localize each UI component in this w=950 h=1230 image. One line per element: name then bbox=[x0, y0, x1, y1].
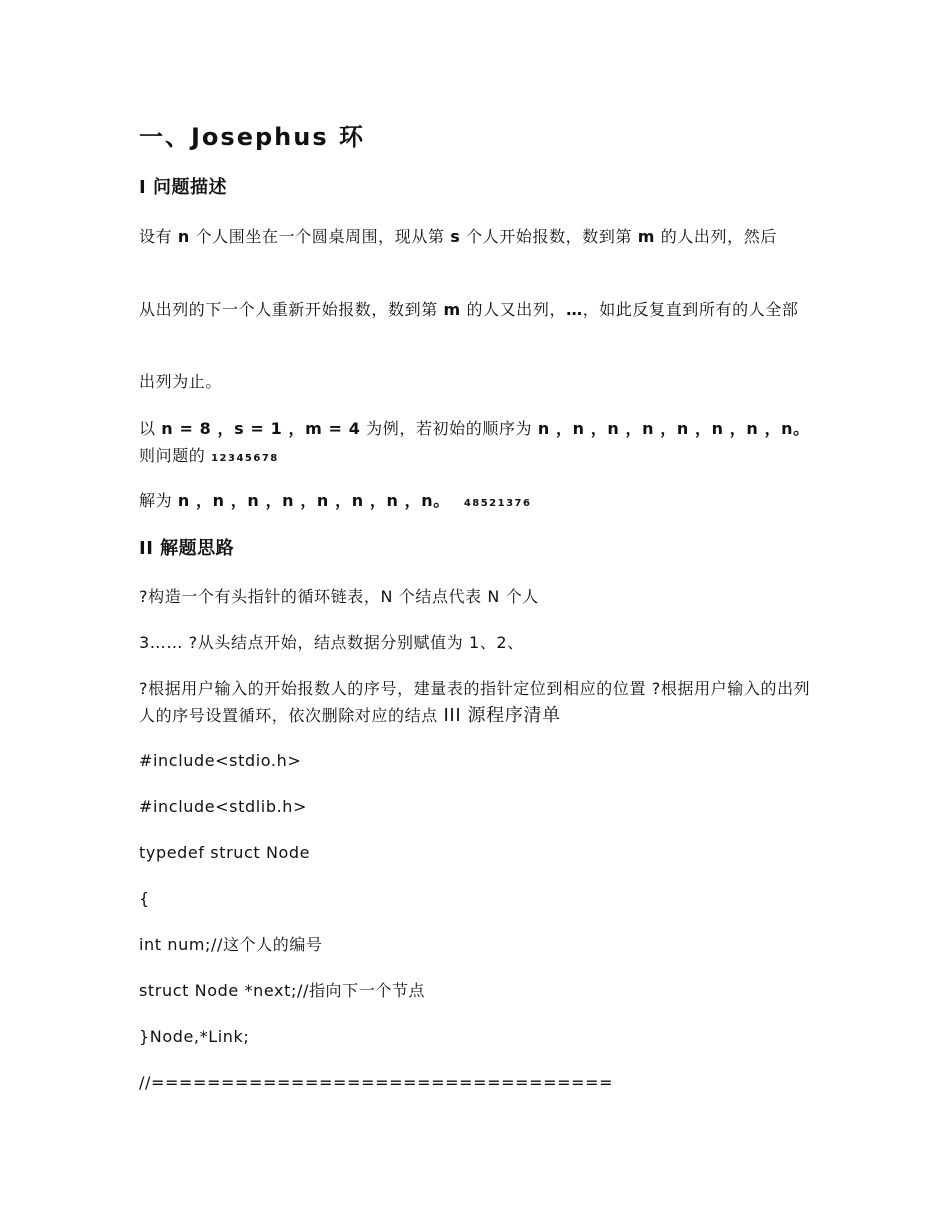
text-run: 从出列的下一个人重新开始报数，数到第 bbox=[139, 300, 444, 319]
initial-order-digits: 12345678 bbox=[211, 453, 279, 464]
approach-step-3 bbox=[139, 675, 811, 729]
paragraph-problem-1 bbox=[139, 223, 811, 250]
code-line: int num;//这个人的编号 bbox=[139, 935, 323, 954]
variable-s: s bbox=[450, 227, 461, 246]
text-run: ，如此反复直到所有的人全部 bbox=[582, 300, 799, 319]
code-line: { bbox=[139, 889, 150, 908]
variable-m: m bbox=[443, 300, 461, 319]
text-run: 为例，若初始的顺序为 bbox=[360, 419, 538, 438]
text-run: 的人出列，然后 bbox=[655, 227, 777, 246]
paragraph-example bbox=[139, 415, 811, 472]
approach-step-1: ?构造一个有头指针的循环链表，N 个结点代表 N 个人 bbox=[139, 587, 539, 606]
example-params: n = 8 ，s = 1 ，m = 4 bbox=[161, 419, 361, 438]
solution-order-digits: 48521376 bbox=[463, 498, 532, 509]
text-run: 个人围坐在一个圆桌周围，现从第 bbox=[189, 227, 451, 246]
paragraph-solution bbox=[139, 490, 531, 515]
code-line: //================================= bbox=[139, 1073, 614, 1092]
code-line: #include<stdlib.h> bbox=[139, 797, 308, 816]
text-run: ?根据用户输入的开始报数人的序号，建量表的指针定位到相应的位置 ?根据用户输入的出列人的序号设置循环，依次删除对应的结点 bbox=[139, 679, 811, 725]
page-title: 一、Josephus 环 bbox=[139, 123, 365, 151]
variable-m: m bbox=[637, 227, 656, 246]
paragraph-problem-2 bbox=[139, 296, 811, 323]
code-line: }Node,*Link; bbox=[139, 1027, 250, 1046]
code-line: #include<stdio.h> bbox=[139, 751, 302, 770]
text-run: 设有 bbox=[139, 227, 178, 246]
code-line: struct Node *next;//指向下一个节点 bbox=[139, 981, 426, 1000]
section-heading-source: III 源程序清单 bbox=[443, 705, 561, 726]
text-run: 个人开始报数，数到第 bbox=[460, 227, 638, 246]
solution-sequence: n ，n ，n ，n ，n ，n ，n ，n。 bbox=[177, 491, 450, 510]
paragraph-problem-3: 出列为止。 bbox=[139, 372, 223, 391]
ellipsis: … bbox=[566, 300, 583, 319]
section-heading-problem: I 问题描述 bbox=[139, 177, 227, 198]
text-run: 解为 bbox=[139, 491, 178, 510]
text-run: 以 bbox=[139, 419, 162, 438]
code-line: typedef struct Node bbox=[139, 843, 311, 862]
text-run: 的人又出列， bbox=[460, 300, 567, 319]
approach-step-2: 3…… ?从头结点开始，结点数据分别赋值为 1、2、 bbox=[139, 633, 524, 652]
section-heading-approach: II 解题思路 bbox=[139, 538, 235, 559]
variable-n: n bbox=[177, 227, 190, 246]
text-run: 则问题的 bbox=[139, 446, 212, 465]
initial-sequence: n ，n ，n ，n ，n ，n ，n ，n。 bbox=[537, 419, 810, 438]
